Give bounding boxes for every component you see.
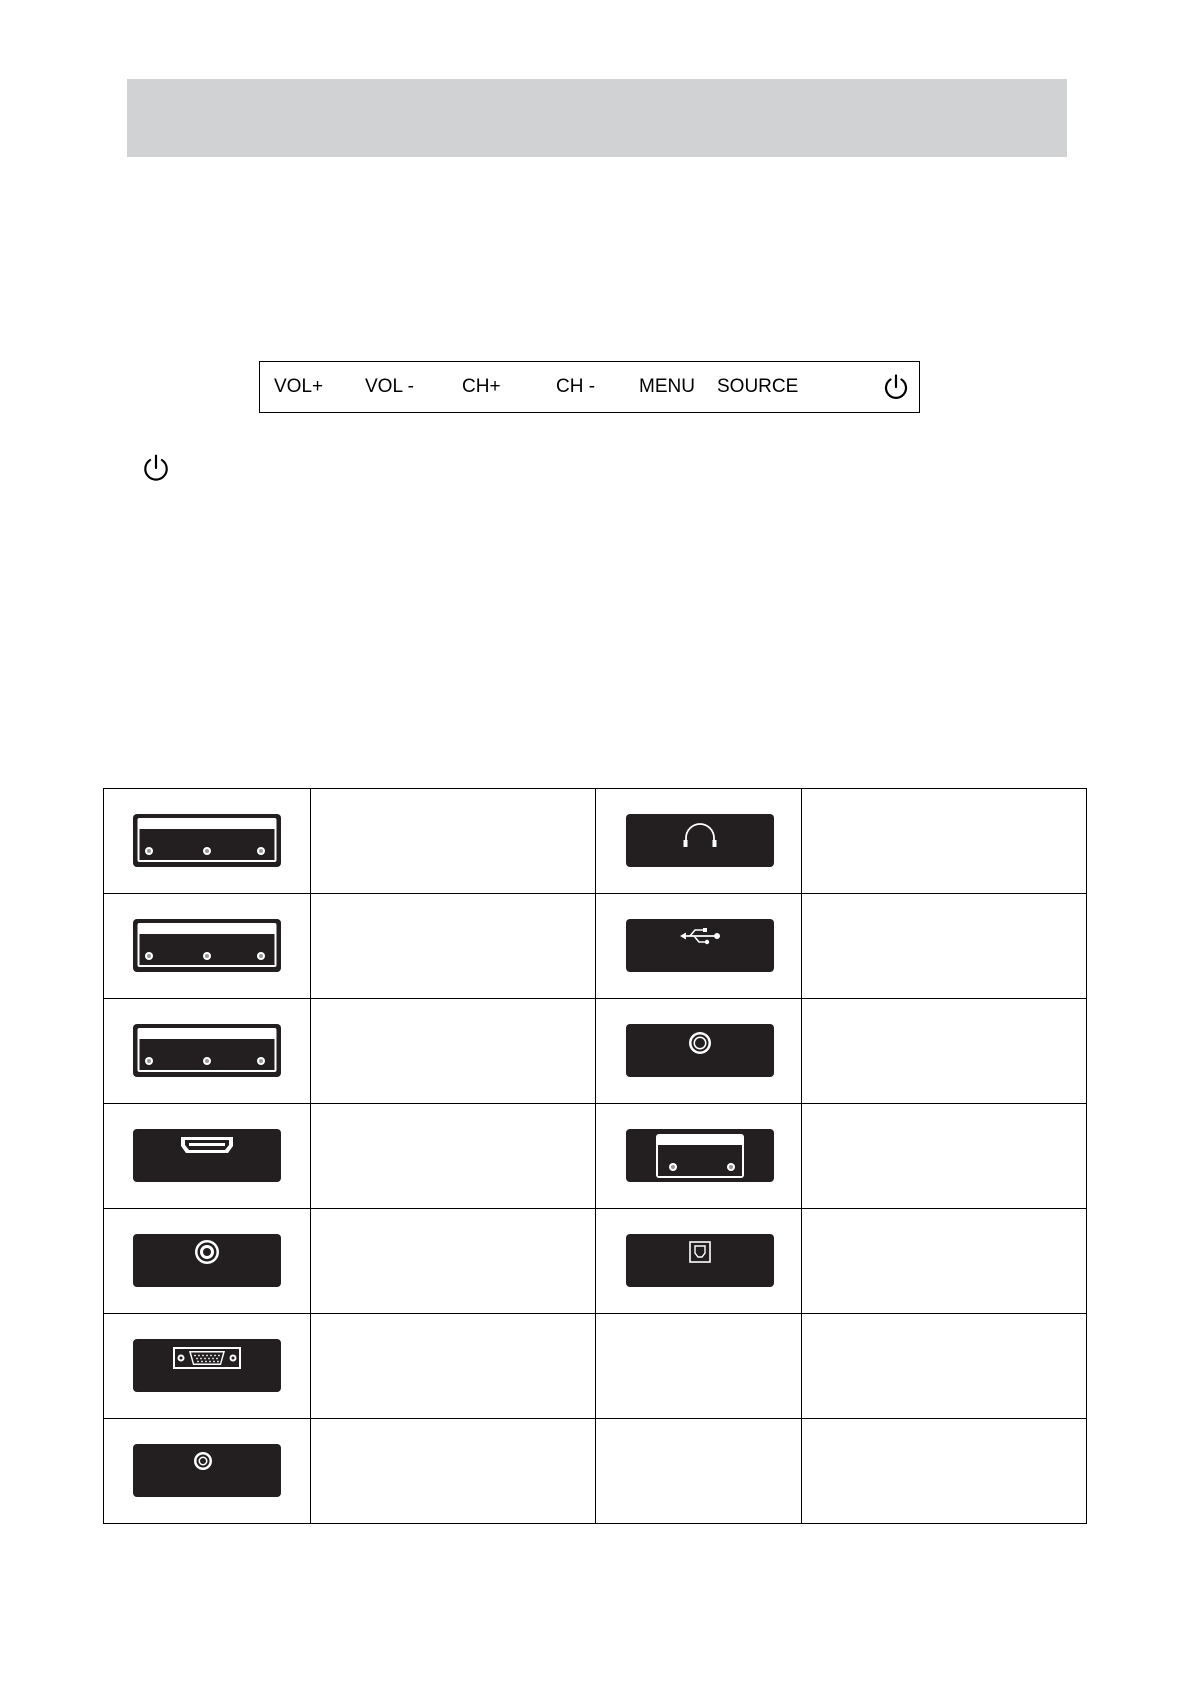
row-divider [104,893,1086,894]
standby-power-icon [141,453,171,483]
hdmi-port-icon [133,1129,281,1182]
row-divider [104,1313,1086,1314]
ch-down-label: CH - [556,376,596,397]
scart-port-icon [133,1024,281,1077]
control-panel-diagram [259,361,920,413]
section-header-band [127,79,1067,157]
usb-port-icon [626,919,774,972]
scart-port-icon [133,814,281,867]
menu-label: MENU [639,376,695,397]
audio-jack-port-icon [133,1444,281,1497]
scart-port-icon [133,919,281,972]
row-divider [104,1103,1086,1104]
row-divider [104,1418,1086,1419]
vol-up-label: VOL+ [274,376,324,397]
vga-port-icon [133,1339,281,1392]
row-divider [104,1208,1086,1209]
rf-antenna-port-icon [133,1234,281,1287]
vol-down-label: VOL - [365,376,414,397]
column-divider [310,789,311,1523]
ports-table [103,788,1087,1524]
row-divider [104,998,1086,999]
ci-slot-port-icon [626,1129,774,1182]
power-icon [882,373,910,401]
column-divider [595,789,596,1523]
source-label: SOURCE [717,376,799,397]
column-divider [801,789,802,1523]
ch-up-label: CH+ [462,376,501,397]
headphone-port-icon [626,814,774,867]
optical-port-icon [626,1234,774,1287]
coax-jack-port-icon [626,1024,774,1077]
